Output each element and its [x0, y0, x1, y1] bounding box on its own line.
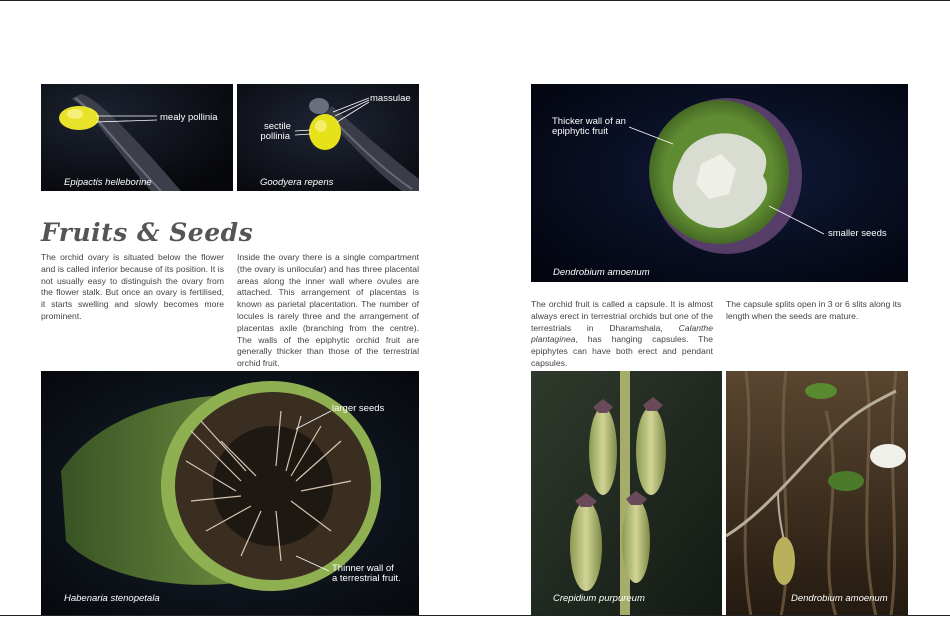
caption-dendrobium-fruit: Dendrobium amoenum	[791, 593, 888, 604]
photo-dendrobium-fruit	[726, 371, 908, 616]
text-column-2: Inside the ovary there is a single compartment (the ovary is unilocular) and has three placental areas along the inner wall where ovules are attached. This arrangement of placentas is known as parietal placentation. The number of locules is rarely three and the arrangement of placentas axile (branching from the centre). The walls of the epiphytic orchid fruit are generally thicker than those of the terrestrial orchid fruit.	[237, 252, 419, 369]
photo-epipactis	[41, 84, 233, 191]
top-rule	[0, 0, 950, 1]
text-column-3-part-a: The orchid fruit is called a capsule. It is almost always erect in terrestrial orchids but one of the terrestrials in Dharamshala,	[531, 299, 713, 333]
caption-epipactis: Epipactis helleborine	[64, 177, 152, 188]
label-massulae: massulae	[370, 93, 411, 104]
label-smaller-seeds: smaller seeds	[828, 228, 887, 239]
caption-goodyera: Goodyera repens	[260, 177, 334, 188]
crepidium-illustration	[531, 371, 722, 616]
caption-crepidium: Crepidium purpureum	[553, 593, 645, 604]
label-thicker-wall-2: epiphytic fruit	[552, 126, 608, 137]
label-pollinia: pollinia	[260, 131, 290, 142]
dendrobium-section-illustration	[531, 84, 908, 282]
text-column-1: The orchid ovary is situated below the flower and is called inferior because of its position. It is not usually easy to distinguish the ovary from the flower stalk. But once an ovary is fertilised, it starts swelling and slowly becomes more prominent.	[41, 252, 224, 321]
text-column-3-part-b: , has hanging capsules. The epiphytes can have both erect and pendant capsules.	[531, 334, 713, 368]
bottom-rule	[0, 615, 950, 616]
label-larger-seeds: larger seeds	[332, 403, 385, 414]
label-mealy-pollinia: mealy pollinia	[160, 112, 218, 123]
photo-goodyera	[237, 84, 419, 191]
text-column-3-species: Calanthe plantaginea	[531, 322, 713, 345]
label-sectile: sectile	[264, 121, 291, 132]
text-column-3	[531, 299, 713, 370]
photo-crepidium	[531, 371, 722, 616]
dendrobium-fruit-illustration	[726, 371, 908, 616]
caption-habenaria: Habenaria stenopetala	[64, 593, 160, 604]
photo-dendrobium-section	[531, 84, 908, 282]
caption-dendrobium-section: Dendrobium amoenum	[553, 267, 650, 278]
label-thinner-wall-2: a terrestrial fruit.	[332, 573, 401, 584]
epipactis-illustration	[41, 84, 233, 191]
label-thinner-wall-1: Thinner wall of	[332, 563, 394, 574]
photo-habenaria	[41, 371, 419, 616]
section-heading: Fruits & Seeds	[41, 218, 254, 247]
text-column-4: The capsule splits open in 3 or 6 slits along its length when the seeds are mature.	[726, 299, 902, 321]
label-thicker-wall-1: Thicker wall of an	[552, 116, 626, 127]
